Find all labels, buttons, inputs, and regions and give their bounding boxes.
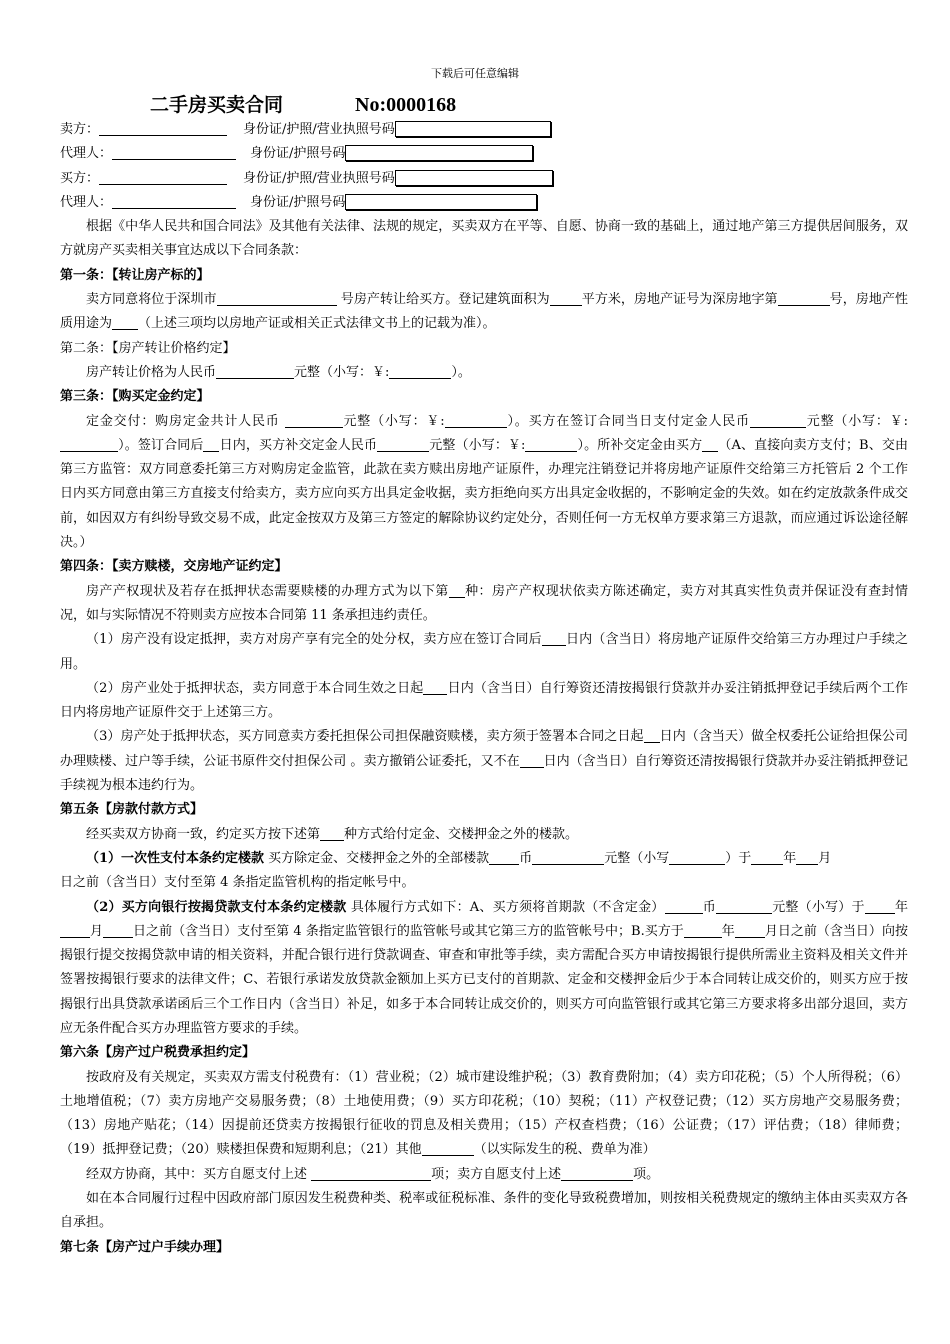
article-4-heading: 第四条：【卖方赎楼，交房地产证约定】 — [60, 559, 288, 575]
article-5-option-1: （1）一次性支付本条约定楼款 买方除定金、交楼押金之外的全部楼款 币 元整（小写 ）于 年 月 日之前（含当日）支付至第 4 条指定监管机构的指定帐号中。 — [60, 850, 832, 891]
page-title — [150, 90, 456, 117]
intro-paragraph: 根据《中华人民共和国合同法》及其他有关法律、法规的规定，买卖双方在平等、自愿、协商一致的基础上，通过地产第三方提供居间服务，双方就房产买卖相关事宜达成以下合同条款： — [60, 219, 908, 259]
article-1-body: 卖方同意将位于深圳市 号房产转让给买方。登记建筑面积为 平方米，房地产证号为深房地字第 号，房地产性质用途为 （上述三项均以房地产证或相关正式法律文书上的记载为准）。 — [60, 292, 908, 332]
seller-agent-name-field[interactable] — [112, 144, 236, 160]
article-5-heading: 第五条【房款付款方式】 — [60, 802, 204, 818]
article-6-note: 如在本合同履行过程中因政府部门原因发生税费种类、税率或征税标准、条件的变化导致税费增加，则按相关税费规定的缴纳主体由买卖双方各自承担。 — [60, 1191, 908, 1231]
article-4-clause-1: （1）房产没有设定抵押，卖方对房产享有完全的处分权，卖方应在签订合同后 日内（含当日）将房地产证原件交给第三方办理过户手续之用。 — [60, 632, 908, 672]
article-3-heading: 第三条：【购买定金约定】 — [60, 389, 210, 405]
party-buyer-agent: 代理人： 身份证/护照号码 — [60, 191, 908, 215]
buyer-name-field[interactable] — [99, 169, 227, 185]
contract-title: 二手房买卖合同 — [150, 94, 284, 116]
article-2-heading: 第二条：【房产转让价格约定】 — [60, 340, 236, 356]
article-4-clause-2: （2）房产业处于抵押状态，卖方同意于本合同生效之日起 日内（含当日）自行筹资还清按揭银行贷款并办妥注销抵押登记手续后两个工作日内将房地产证原件交于上述第三方。 — [60, 680, 908, 721]
article-6-heading: 第六条【房产过户税费承担约定】 — [60, 1045, 256, 1061]
party-seller: 卖方： 身份证/护照/营业执照号码 — [60, 118, 908, 142]
seller-agent-id-field[interactable] — [345, 145, 533, 161]
header-note: 下载后可任意编辑 — [431, 67, 519, 80]
article-4-body: 房产产权现状及若存在抵押状态需要赎楼的办理方式为以下第 种：房产产权现状依卖方陈述确定，卖方对其真实性负责并保证没有查封情况，如与实际情况不符则卖方应按本合同第 11 条承担违约责任。 — [60, 583, 908, 623]
buyer-id-field[interactable] — [395, 170, 553, 186]
article-3-body: 定金交付：购房定金共计人民币 元整（小写：￥: ）。买方在签订合同当日支付定金人民币 元整（小写：￥:）。签订合同后 日内，买方补交定金人民币 元整（小写：￥: ）。所补交定金由买方 （A、直接向卖方支付；B、交由第三方监管：双方同意委托第三方对购房定金监管，此款在卖方赎出房地产证原件，办理完注销登记并将房地产证原件交给第三方托管后 2 个工作日内买方同意由第三方直接支付给卖方，卖方应向买方出具定金收据，卖方拒绝向买方出具定金收据的，不影响定金的失效。如在约定放款条件成交前，如因双方有纠纷导致交易不成，此定金按双方及第三方签定的解除协议约定处分，否则任何一方无权单方要求第三方退款，而应通过诉讼途径解决。） — [60, 413, 908, 551]
contract-body — [60, 118, 908, 1260]
article-1-heading: 第一条：【转让房产标的】 — [60, 267, 210, 283]
buyer-agent-name-field[interactable] — [112, 193, 236, 209]
article-6-body: 按政府及有关规定，买卖双方需支付税费有：（1）营业税；（2）城市建设维护税；（3）教育费附加；（4）卖方印花税；（5）个人所得税；（6）土地增值税；（7）卖方房地产交易服务费；（8）土地使用费；（9）买方印花税；（10）契税；（11）产权登记费；（12）买方房地产交易服务费；（13）房地产贴花；（14）因提前还贷卖方按揭银行征收的罚息及相关费用；（15）产权查档费；（16）公证费；（17）评估费；（18）律师费；（19）抵押登记费；（20）赎楼担保费和短期利息；（21）其他 （以实际发生的税、费单为准） — [60, 1069, 908, 1158]
article-4-clause-3: （3）房产处于抵押状态，买方同意卖方委托担保公司担保融资赎楼，卖方须于签署本合同之日起 日内（含当天）做全权委托公证给担保公司办理赎楼、过户等手续，公证书原件交付担保公司 。卖方撤销公证委托，又不在 日内（含当日）自行筹资还清按揭银行贷款并办妥注销抵押登记手续视为根本违约行为。 — [60, 729, 908, 794]
contract-number: No:0000168 — [355, 94, 457, 116]
seller-name-field[interactable] — [99, 120, 227, 136]
party-seller-agent: 代理人： 身份证/护照号码 — [60, 142, 908, 166]
article-2-body: 房产转让价格为人民币 元整（小写：￥: ）。 — [86, 364, 471, 380]
seller-id-field[interactable] — [395, 121, 551, 137]
article-7-heading: 第七条【房产过户手续办理】 — [60, 1239, 230, 1255]
buyer-agent-id-field[interactable] — [345, 194, 537, 210]
article-5-body: 经买卖双方协商一致，约定买方按下述第 种方式给付定金、交楼押金之外的楼款。 — [86, 826, 579, 842]
article-6-agreement: 经双方协商，其中：买方自愿支付上述 项；卖方自愿支付上述 项。 — [86, 1166, 660, 1182]
party-buyer: 买方： 身份证/护照/营业执照号码 — [60, 167, 908, 191]
article-5-option-2: （2）买方向银行按揭贷款支付本条约定楼款 具体履行方式如下：A、买方须将首期款（不含定金） 币 元整（小写）于 年月 日之前（含当日）支付至第 4 条指定监管银行的监管帐号或其它第三方的监管帐号中；B.买方于 年 月日之前（含当日）向按揭银行提交按揭贷款申请的相关资料，并配合银行进行贷款调查、审查和审批等手续，卖方需配合买方申请按揭银行提供所需业主资料及相关文件并签署按揭银行要求的法律文件；C、若银行承诺发放贷款金额加上买方已支付的首期款、定金和交楼押金后少于本合同转让成交价的，则买方应于按揭银行出具贷款承诺函后三个工作日内（含当日）补足，如多于本合同转让成交价的，则买方可向监管银行或其它第三方要求将多出部分退回，卖方应无条件配合买方办理监管方要求的手续。 — [60, 899, 908, 1036]
